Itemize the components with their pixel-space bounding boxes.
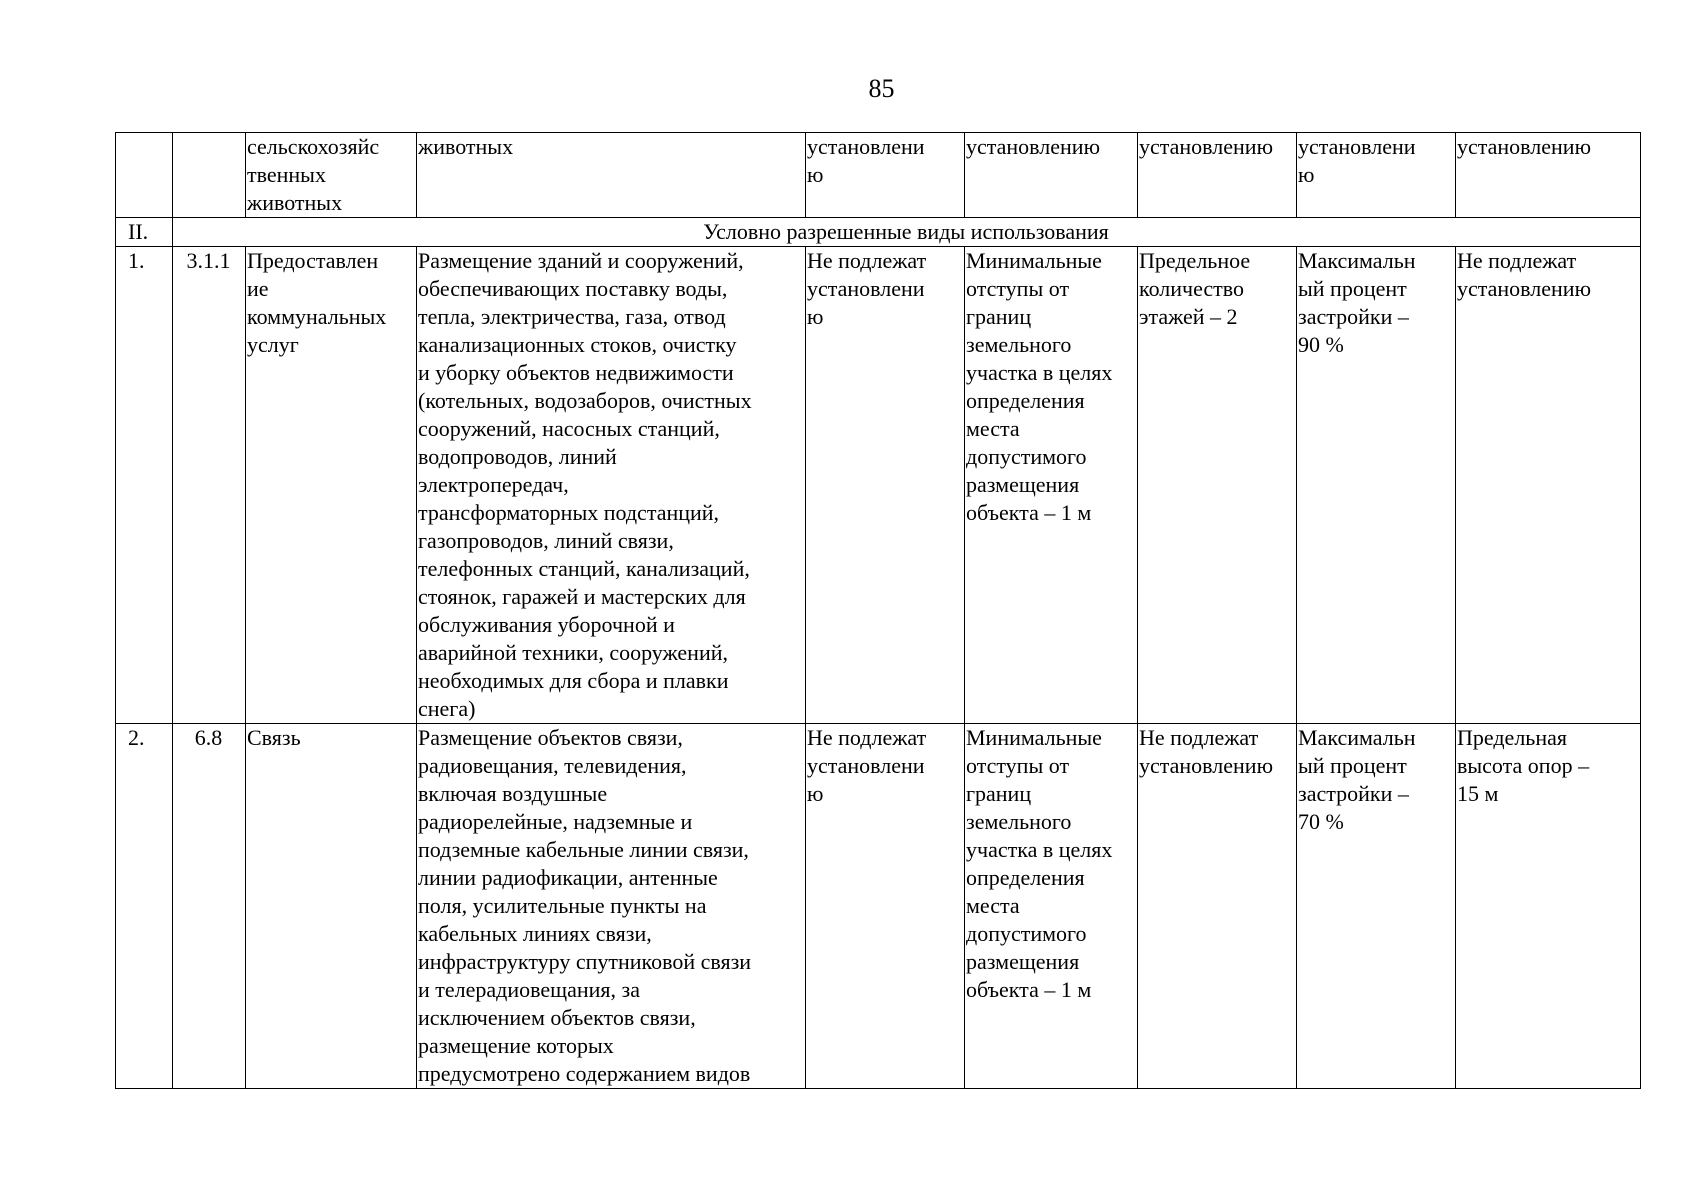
use-name-cell: Связь — [246, 724, 417, 1089]
row-number-cell: 1. — [116, 247, 173, 724]
table-row — [116, 133, 1641, 218]
param-cell: установлению — [1456, 133, 1641, 218]
row-number-cell: 2. — [116, 724, 173, 1089]
row-number-cell — [116, 133, 173, 218]
param-cell: установлени ю — [1297, 133, 1456, 218]
param-cell: установлени ю — [806, 133, 965, 218]
param-cell: установлению — [965, 133, 1138, 218]
use-description-cell: животных — [417, 133, 806, 218]
use-name-cell: сельскохозяйс твенных животных — [246, 133, 417, 218]
use-name-cell: Предоставлен ие коммунальных услуг — [246, 247, 417, 724]
section-title: Условно разрешенные виды использования — [173, 218, 1641, 247]
param-cell: Предельная высота опор – 15 м — [1456, 724, 1641, 1089]
code-cell — [173, 133, 246, 218]
param-cell: установлению — [1138, 133, 1297, 218]
param-cell: Не подлежат установлени ю — [806, 247, 965, 724]
param-cell: Максимальн ый процент застройки – 90 % — [1297, 247, 1456, 724]
param-cell: Не подлежат установлени ю — [806, 724, 965, 1089]
param-cell: Не подлежат установлению — [1138, 724, 1297, 1089]
code-cell: 3.1.1 — [173, 247, 246, 724]
table-row — [116, 724, 1641, 1089]
param-cell: Минимальные отступы от границ земельного участка в целях определения места допустимого размещения объекта – 1 м — [965, 724, 1138, 1089]
use-description-cell: Размещение объектов связи, радиовещания, телевидения, включая воздушные радиорелейные, надземные и подземные кабельные линии связи, линии радиофикации, антенные поля, усилительные пункты на кабельных линиях связи, инфраструктуру спутниковой связи и телерадиовещания, за исключением объектов связи, размещение которых предусмотрено содержанием видов — [417, 724, 806, 1089]
param-cell: Минимальные отступы от границ земельного участка в целях определения места допустимого размещения объекта – 1 м — [965, 247, 1138, 724]
table-row — [116, 247, 1641, 724]
zoning-regulations-table — [115, 132, 1641, 1089]
section-row — [116, 218, 1641, 247]
use-description-cell: Размещение зданий и сооружений, обеспечивающих поставку воды, тепла, электричества, газа, отвод канализационных стоков, очистку и уборку объектов недвижимости (котельных, водозаборов, очистных сооружений, насосных станций, водопроводов, линий электропередач, трансформаторных подстанций, газопроводов, линий связи, телефонных станций, канализаций, стоянок, гаражей и мастерских для обслуживания уборочной и аварийной техники, сооружений, необходимых для сбора и плавки снега) — [417, 247, 806, 724]
code-cell: 6.8 — [173, 724, 246, 1089]
param-cell: Предельное количество этажей – 2 — [1138, 247, 1297, 724]
param-cell: Максимальн ый процент застройки – 70 % — [1297, 724, 1456, 1089]
param-cell: Не подлежат установлению — [1456, 247, 1641, 724]
section-number: II. — [116, 218, 173, 247]
page-number: 85 — [868, 74, 895, 103]
